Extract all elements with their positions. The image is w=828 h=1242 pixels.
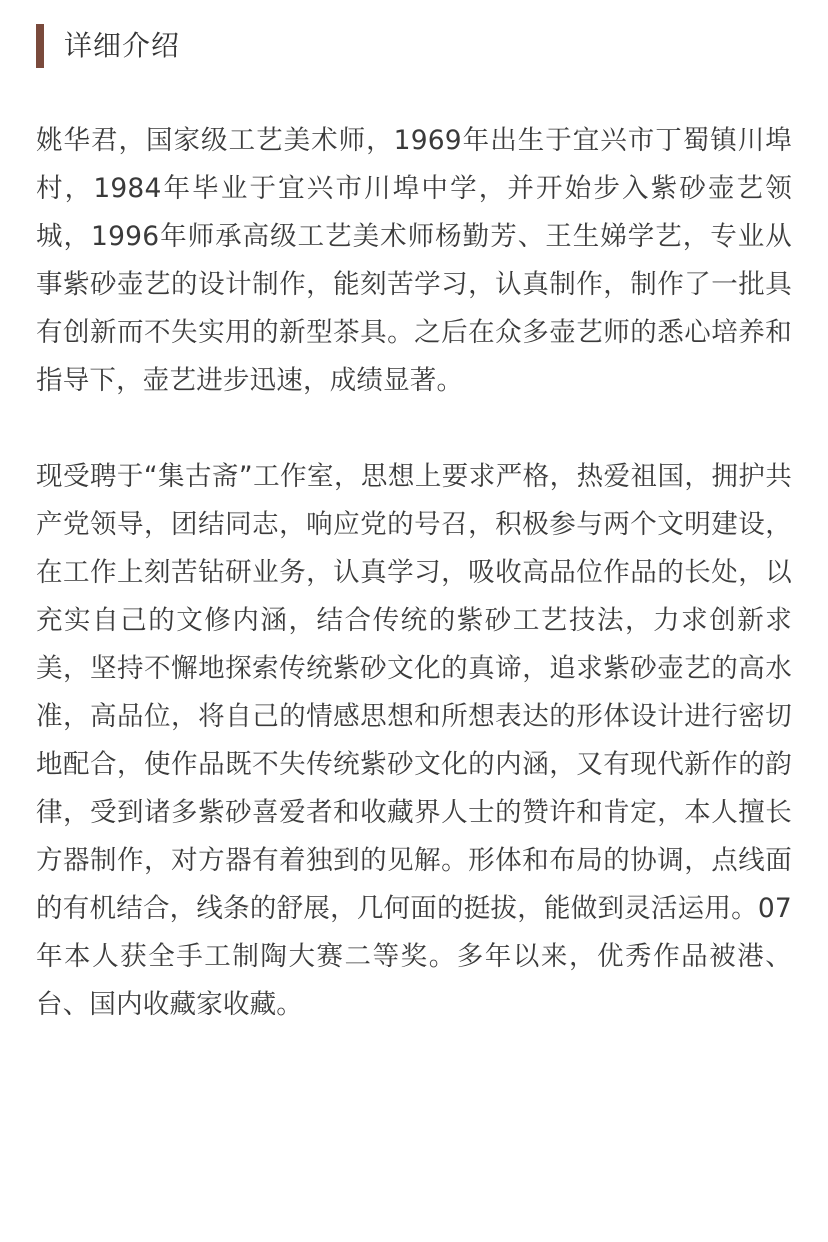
- section-title: 详细介绍: [64, 29, 181, 62]
- intro-paragraph-1: 姚华君，国家级工艺美术师，1969年出生于宜兴市丁蜀镇川埠村，1984年毕业于宜兴市川埠中学，并开始步入紫砂壶艺领城，1996年师承高级工艺美术师杨勤芳、王生娣学艺，专业从事紫砂壶艺的设计制作，能刻苦学习，认真制作，制作了一批具有创新而不失实用的新型茶具。之后在众多壶艺师的悉心培养和指导下，壶艺进步迅速，成绩显著。: [36, 125, 792, 396]
- intro-paragraph-2: 现受聘于“集古斋”工作室，思想上要求严格，热爱祖国，拥护共产党领导，团结同志，响应党的号召，积极参与两个文明建设，在工作上刻苦钻研业务，认真学习，吸收高品位作品的长处，以充实自己的文修内涵，结合传统的紫砂工艺技法，力求创新求美，坚持不懈地探索传统紫砂文化的真谛，追求紫砂壶艺的高水准，高品位，将自己的情感思想和所想表达的形体设计进行密切地配合，使作品既不失传统紫砂文化的内涵，又有现代新作的韵律，受到诸多紫砂喜爱者和收藏界人士的赞许和肯定，本人擅长方器制作，对方器有着独到的见解。形体和布局的协调，点线面的有机结合，线条的舒展，几何面的挺拔，能做到灵活运用。07年本人获全手工制陶大赛二等奖。多年以来，优秀作品被港、台、国内收藏家收藏。: [36, 461, 792, 1020]
- intro-content: [36, 117, 792, 1029]
- section-header: [36, 24, 180, 68]
- section-accent-bar: [36, 24, 44, 68]
